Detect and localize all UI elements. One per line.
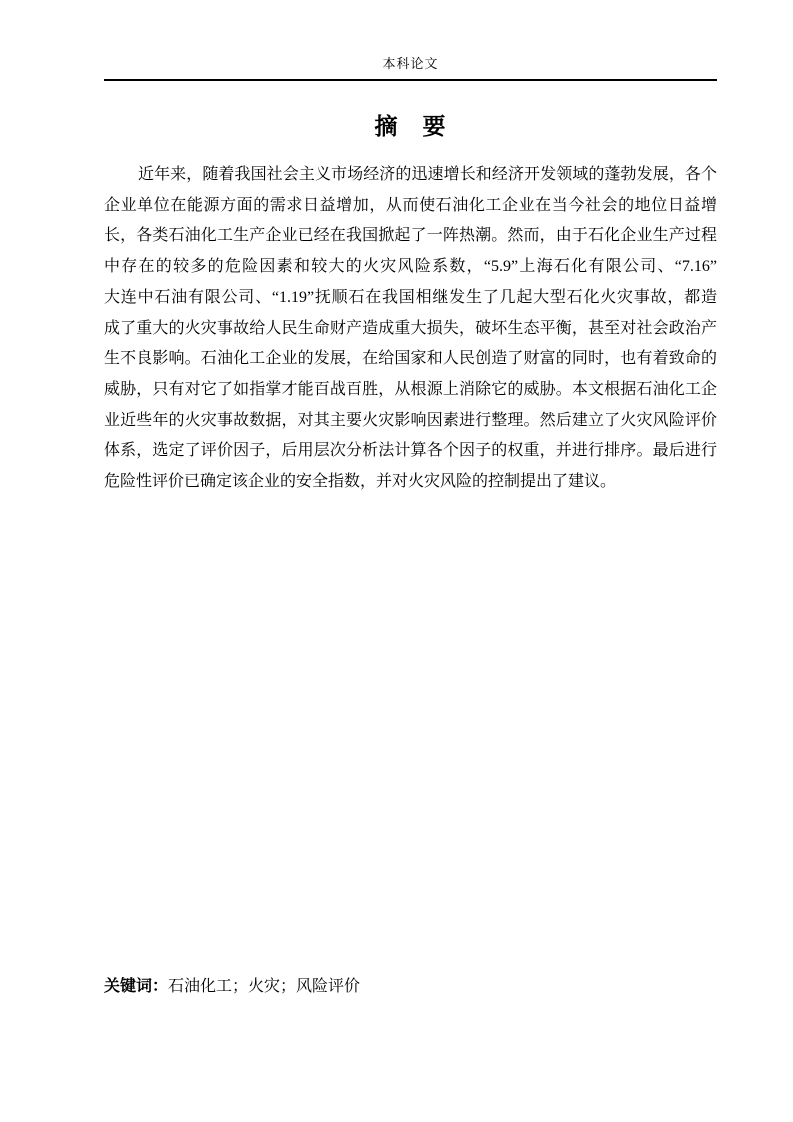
abstract-line: 长，各类石油化工生产企业已经在我国掀起了一阵热潮。然而，由于石化企业生产过程 [104,227,717,245]
keywords-label: 关键词： [104,978,169,995]
page-header [104,0,717,81]
abstract-line: 业近些年的火灾事故数据，对其主要火灾影响因素进行整理。然后建立了火灾风险评价 [104,411,717,429]
header-rule-divider [104,79,717,81]
abstract-paragraph [104,160,717,498]
abstract-line: 企业单位在能源方面的需求日益增加，从而使石油化工企业在当今社会的地位日益增 [104,196,717,214]
abstract-line: 大连中石油有限公司、“1.19”抚顺石在我国相继发生了几起大型石化火灾事故，都造 [104,288,717,306]
abstract-line: 生不良影响。石油化工企业的发展，在给国家和人民创造了财富的同时，也有着致命的 [104,350,717,368]
running-head: 本科论文 [382,56,439,71]
abstract-line: 成了重大的火灾事故给人民生命财产造成重大损失，破坏生态平衡，甚至对社会政治产 [104,319,717,337]
content-area [104,0,717,498]
keywords-text: 石油化工；火灾；风险评价 [168,978,361,995]
keywords-row [104,976,360,998]
abstract-title: 摘 要 [374,113,447,139]
abstract-line: 中存在的较多的危险因素和较大的火灾风险系数，“5.9”上海石化有限公司、“7.16” [104,258,717,276]
abstract-line: 体系，选定了评价因子，后用层次分析法计算各个因子的权重，并进行排序。最后进行 [104,442,717,460]
abstract-line: 近年来，随着我国社会主义市场经济的迅速增长和经济开发领域的蓬勃发展，各个 [138,166,717,183]
abstract-line: 威胁，只有对它了如指掌才能百战百胜，从根源上消除它的威胁。本文根据石油化工企 [104,380,717,398]
abstract-line: 危险性评价已确定该企业的安全指数，并对火灾风险的控制提出了建议。 [104,473,617,491]
